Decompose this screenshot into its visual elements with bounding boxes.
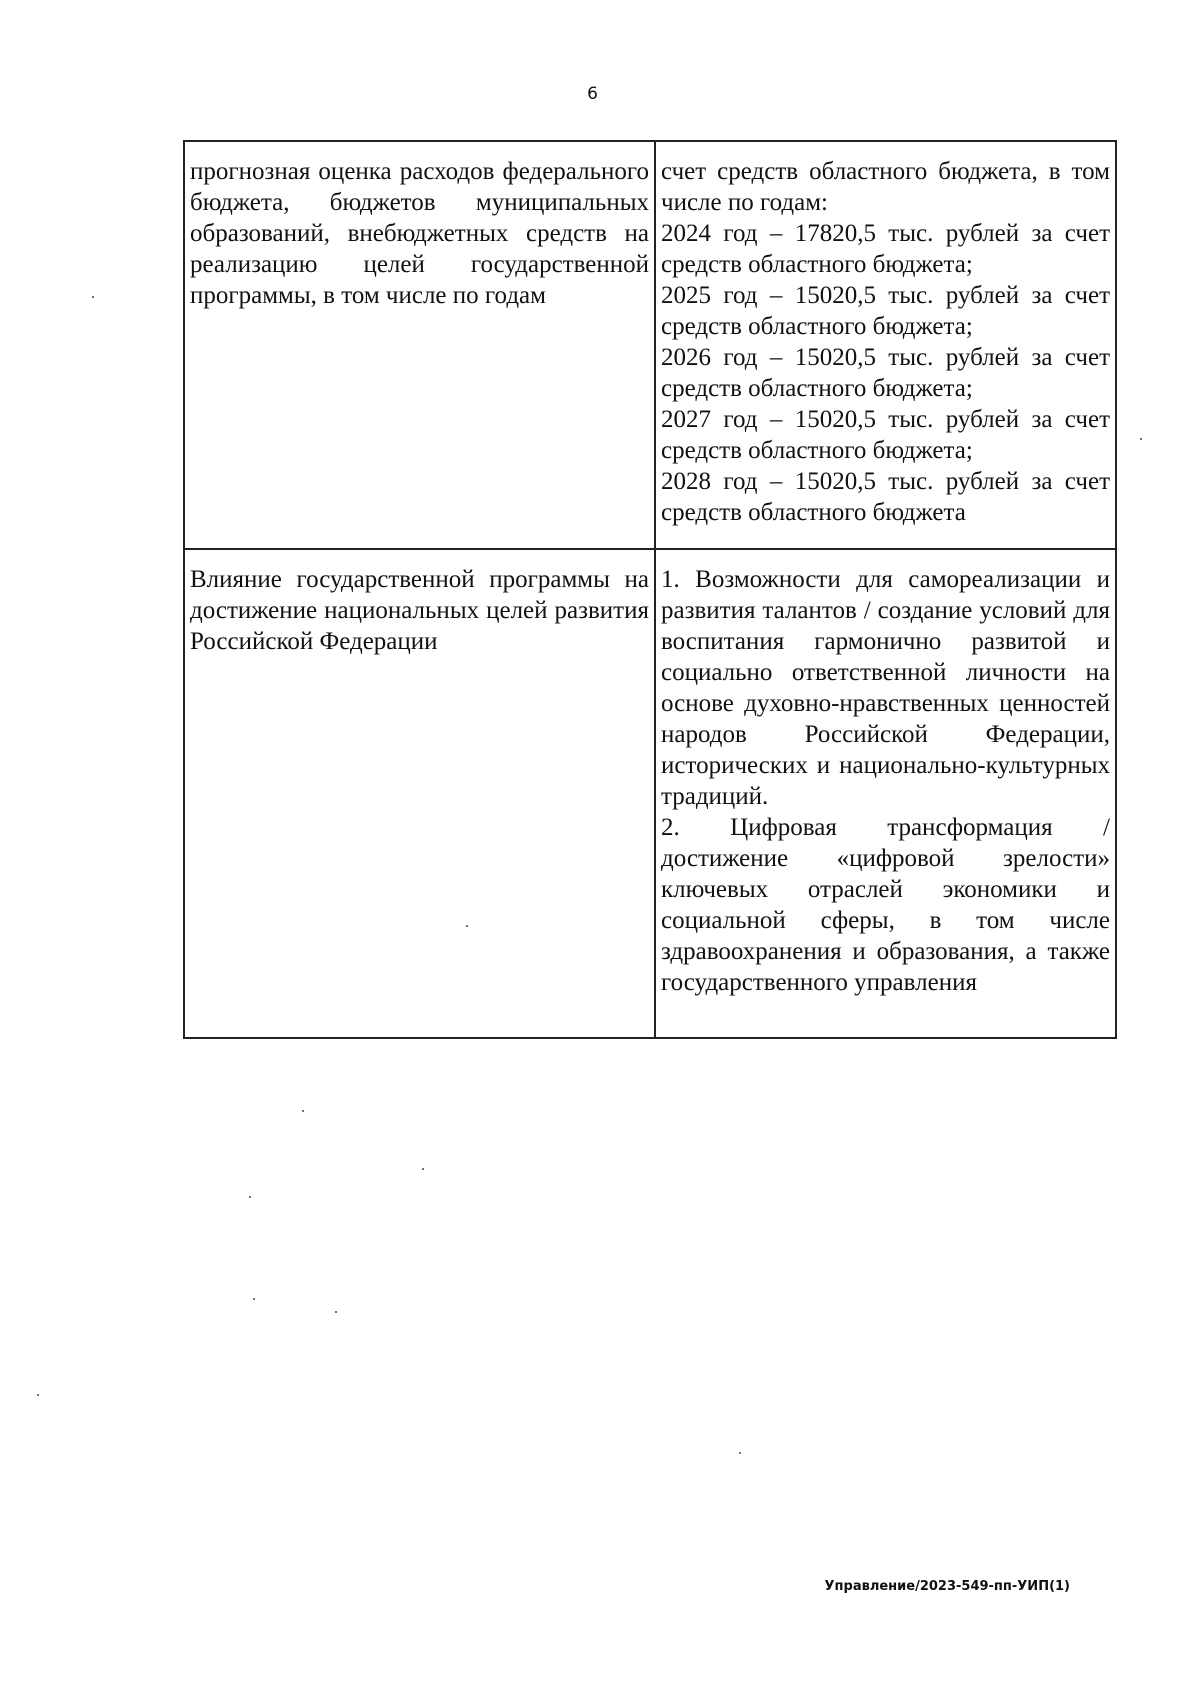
scan-speck (37, 1394, 39, 1396)
table-cell-label: Влияние государственной программы на достижение национальных целей развития Российской Федерации (184, 549, 655, 1038)
table-cell-label: прогнозная оценка расходов федерального бюджета, бюджетов муниципальных образований, внебюджетных средств на реализацию целей государственной программы, в том числе по годам (184, 141, 655, 549)
funding-year-2026: 2026 год – 15020,5 тыс. рублей за счет средств областного бюджета; (661, 344, 1110, 402)
scan-speck (335, 1311, 337, 1313)
funding-intro-text: счет средств областного бюджета, в том числе по годам: (661, 158, 1110, 216)
scan-speck (253, 1298, 255, 1300)
scan-speck (1140, 438, 1142, 440)
national-goal-1: 1. Возможности для самореализации и развития талантов / создание условий для воспитания гармонично развитой и социально ответственной личности на основе духовно-нравственных ценностей народов Российской Федерации, исторических и национально-культурных традиций. (661, 566, 1110, 810)
scan-speck (422, 1168, 424, 1170)
funding-year-2027: 2027 год – 15020,5 тыс. рублей за счет средств областного бюджета; (661, 406, 1110, 464)
scan-speck (466, 925, 468, 927)
document-footer-code: Управление/2023-549-пп-УИП(1) (824, 1579, 1070, 1594)
national-goal-2: 2. Цифровая трансформация / достижение «цифровой зрелости» ключевых отраслей экономики и социальной сферы, в том числе здравоохранения и образования, а также государственного управления (661, 814, 1110, 996)
scan-speck (249, 1196, 251, 1198)
table-row (184, 141, 1116, 549)
funding-year-2028: 2028 год – 15020,5 тыс. рублей за счет средств областного бюджета (661, 468, 1110, 526)
funding-year-2024: 2024 год – 17820,5 тыс. рублей за счет средств областного бюджета; (661, 220, 1110, 278)
funding-year-2025: 2025 год – 15020,5 тыс. рублей за счет средств областного бюджета; (661, 282, 1110, 340)
scan-speck (302, 1110, 304, 1112)
table-cell-value (655, 141, 1116, 549)
program-passport-table (183, 140, 1117, 1039)
table-row (184, 549, 1116, 1038)
scan-speck (92, 296, 94, 298)
table-cell-value (655, 549, 1116, 1038)
page-number: 6 (587, 84, 598, 104)
scan-speck (739, 1452, 741, 1454)
